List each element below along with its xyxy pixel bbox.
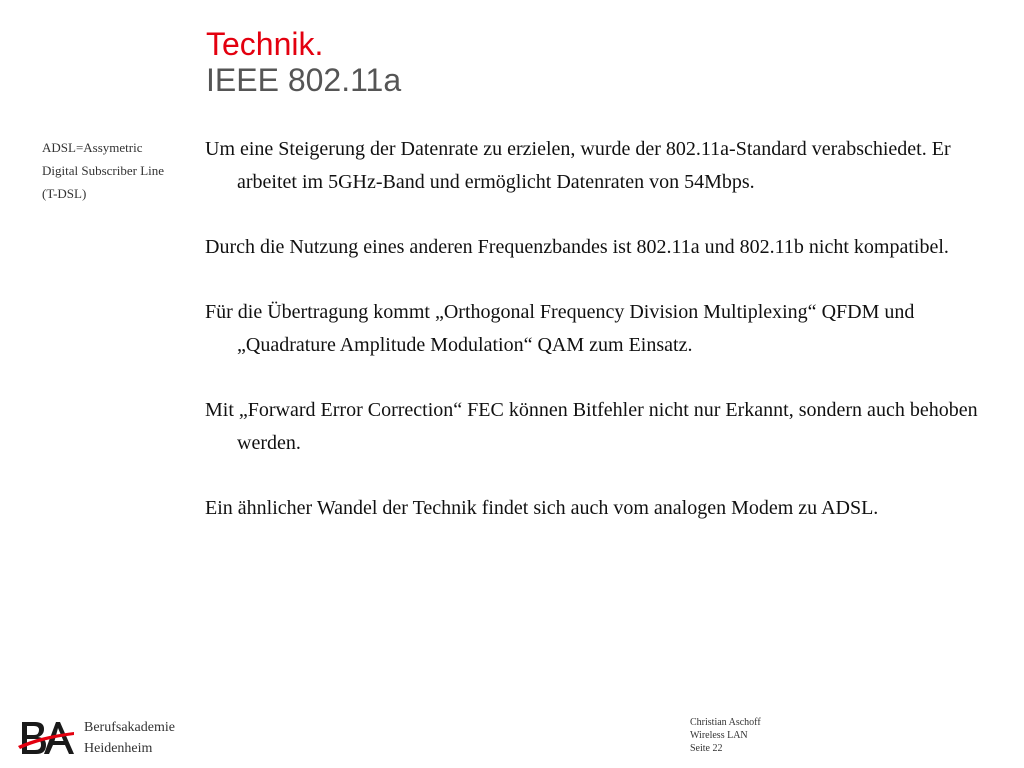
body-paragraph: Ein ähnlicher Wandel der Technik findet sich auch vom analogen Modem zu ADSL. (205, 497, 879, 519)
side-note (42, 136, 192, 205)
slide-title-sub: IEEE 802.11a (206, 62, 402, 98)
logo-text-line2: Heidenheim (84, 741, 153, 756)
body-paragraph: Für die Übertragung kommt „Orthogonal Frequency Division Multiplexing“ QFDM und „Quadrature Amplitude Modulation“ QAM zum Einsatz. (205, 301, 915, 356)
ba-logo-icon (16, 716, 78, 760)
footer-page-number: Seite 22 (690, 743, 723, 754)
slide-title (206, 26, 401, 98)
body-paragraph: Mit „Forward Error Correction“ FEC können Bitfehler nicht nur Erkannt, sondern auch behoben werden. (205, 399, 978, 454)
slide-body (205, 133, 1005, 557)
body-paragraph: Durch die Nutzung eines anderen Frequenzbandes ist 802.11a und 802.11b nicht kompatibel. (205, 236, 949, 258)
side-note-line: ADSL=Assymetric (42, 140, 143, 155)
side-note-line: Digital Subscriber Line (42, 163, 165, 178)
footer-info (690, 716, 761, 755)
footer-author: Christian Aschoff (690, 717, 761, 728)
slide-title-main: Technik. (206, 26, 324, 62)
institution-logo (16, 716, 175, 760)
footer-topic: Wireless LAN (690, 730, 748, 741)
body-paragraph: Um eine Steigerung der Datenrate zu erzielen, wurde der 802.11a-Standard verabschiedet. Er arbeitet im 5GHz-Band und ermöglicht Datenraten von 54Mbps. (205, 138, 951, 193)
side-note-line: (T-DSL) (42, 186, 87, 201)
logo-text-line1: Berufsakademie (84, 720, 175, 735)
